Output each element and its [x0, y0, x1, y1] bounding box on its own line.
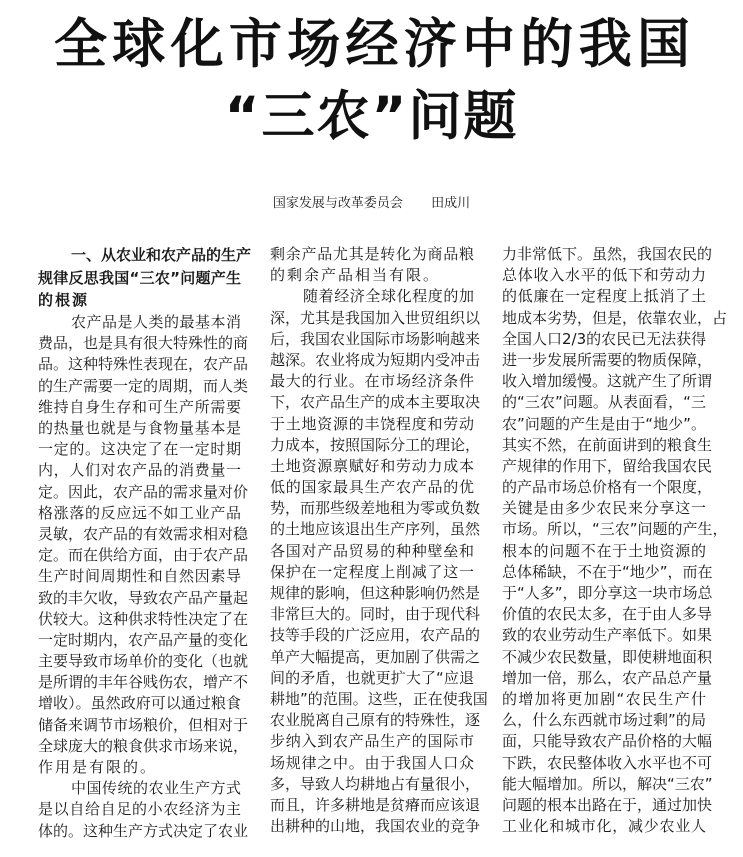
text-line: 势，而那些级差地租为零或负数 [270, 499, 481, 518]
text-line: 一定时期内，农产品产量的变化 [38, 630, 249, 649]
text-line: 的增加将更加剧“农民生产什 [502, 689, 706, 708]
text-line: 越深。农业将成为短期内受冲击 [270, 350, 481, 369]
text-line: 的生产需要一定的周期，而人类 [38, 376, 249, 395]
paragraph [502, 244, 728, 837]
text-line: 的热量也就是与食物量基本是 [38, 419, 241, 437]
text-line: 储备来调节市场粮价，但相对于 [38, 715, 249, 734]
text-line: 进一步发展所需要的物质保障， [502, 350, 713, 369]
text-line: 下，农产品生产的成本主要取决 [270, 393, 481, 412]
text-line: 作用是有限的。 [38, 758, 158, 776]
text-line: 非常巨大的。同时，由于现代科 [270, 605, 481, 624]
text-line: 么，什么东西就市场过剩”的局 [502, 711, 706, 730]
text-line: 体的。这种生产方式决定了农业 [38, 821, 249, 840]
text-line: 间的矛盾，也就更扩大了“应退 [270, 668, 474, 687]
text-line: 剩余产品尤其是转化为商品粮 [270, 245, 474, 263]
text-line: 的“三农”问题。从表面看，“三 [502, 393, 706, 412]
text-line: 场规律之中。由于我国人口众 [270, 753, 474, 772]
text-line: 工业化和城市化，减少农业人 [502, 817, 706, 836]
text-line: 中国传统的农业生产方式 [71, 779, 241, 798]
text-line: 一定的。这决定了在一定时期 [38, 440, 241, 459]
text-line: 农业脱离自己原有的特殊性，逐 [270, 711, 481, 730]
paragraph [270, 286, 488, 837]
paragraph [270, 244, 474, 286]
text-line: 总体收入水平的低下和劳动力 [502, 266, 706, 285]
text-line: 的产品市场总价格有一个限度， [502, 478, 713, 497]
text-line: 的土地应该退出生产序列，虽然 [270, 520, 481, 539]
text-line: 总体稀缺，不在于“地少”，而在 [502, 562, 713, 581]
text-line: 后，我国农业国际市场影响越来 [270, 329, 481, 348]
text-line: 增收）。虽然政府可以通过粮食 [38, 694, 241, 713]
text-line: 下跌，农民整体收入水平也不可 [502, 753, 713, 772]
text-line: 格涨落的反应远不如工业产品 [38, 503, 241, 522]
text-line: 价值的农民太多，在于由人多导 [502, 605, 713, 624]
text-line: 品。这种特殊性表现在，农产品 [38, 355, 249, 374]
byline [0, 194, 743, 214]
text-line: 深，尤其是我国加入世贸组织以 [270, 308, 481, 327]
article-title-line-2: “三农”问题 [224, 86, 519, 147]
paragraph [38, 778, 249, 842]
text-line: 关键是由多少农民来分享这一 [502, 499, 706, 518]
text-line: 灵敏，农产品的有效需求相对稳 [38, 524, 249, 543]
text-line: 的根源 [38, 291, 90, 310]
text-line: 能大幅增加。所以，解决“三农” [502, 774, 713, 793]
text-column-3 [502, 244, 728, 837]
text-line: 农”问题的产生是由于“地少”。 [502, 414, 706, 433]
text-line: 面，只能导致农产品价格的大幅 [502, 732, 713, 751]
author-organization: 国家发展与改革委员会 [272, 196, 403, 211]
text-line: 一、从农业和农产品的生产 [71, 246, 252, 264]
text-line: 单产大幅提高，更加剧了供需之 [270, 647, 481, 666]
text-line: 农产品是人类的最基本消 [71, 313, 241, 332]
text-line: 产规律的作用下，留给我国农民 [502, 456, 713, 475]
text-line: 全球庞大的粮食供求市场来说， [38, 736, 249, 755]
text-line: 定。因此，农产品的需求量对价 [38, 482, 249, 501]
text-line: 主要导致市场单价的变化（也就 [38, 652, 249, 671]
text-line: 步纳入到农产品生产的国际市 [270, 732, 474, 751]
text-line: 根本的问题不在于土地资源的 [502, 541, 706, 560]
text-line: 定。而在供给方面，由于农产品 [38, 546, 249, 565]
text-line: 增加一倍，那么，农产品总产量 [502, 668, 713, 687]
text-line: 致的农业劳动生产率低下。如果 [502, 626, 713, 645]
text-line: 而且，许多耕地是贫瘠而应该退 [270, 795, 481, 814]
text-column-2 [270, 244, 488, 837]
text-line: 于土地资源的丰饶程度和劳动 [270, 414, 474, 433]
text-line: 低的国家最具生产农产品的优 [270, 478, 474, 497]
text-line: 地成本劣势，但是，依靠农业，占 [502, 308, 728, 327]
text-line: 各国对产品贸易的种种壁垒和 [270, 541, 474, 560]
text-line: 收入增加缓慢。这就产生了所谓 [502, 372, 713, 391]
text-line: 市场。所以，“三农”问题的产生， [502, 520, 728, 539]
text-line: 随着经济全球化程度的加 [303, 287, 474, 306]
text-column-1 [38, 244, 252, 842]
text-line: 耕地”的范围。这些，正在使我国 [270, 689, 488, 708]
text-line: 出耕种的山地，我国农业的竞争 [270, 817, 481, 836]
text-line: 不减少农民数量，即使耕地面积 [502, 647, 713, 666]
text-line: 的剩余产品相当有限。 [270, 266, 441, 285]
text-line: 费品，也是具有很大特殊性的商 [38, 334, 249, 353]
text-line: 土地资源禀赋好和劳动力成本 [270, 456, 474, 475]
text-line: 规律反思我国“三农”问题产生 [38, 268, 241, 287]
text-line: 维持自身生存和可生产所需要 [38, 397, 241, 416]
text-line: 于“人多”，即分享这一块市场总 [502, 584, 713, 602]
text-line: 保护在一定程度上削减了这一 [270, 562, 474, 581]
author-name: 田成川 [431, 196, 471, 211]
section-heading [38, 244, 252, 312]
article-title-line-1: 全球化市场经济中的我国 [54, 14, 690, 75]
text-line: 问题的根本出路在于，通过加快 [502, 795, 713, 814]
text-line: 是所谓的丰年谷贱伤农，增产不 [38, 673, 249, 692]
text-line: 其实不然，在前面讲到的粮食生 [502, 435, 713, 454]
text-line: 内，人们对农产品的消费量一 [38, 461, 241, 480]
text-line: 伏较大。这种供求特性决定了在 [38, 609, 249, 628]
text-line: 最大的行业。在市场经济条件 [270, 372, 474, 391]
text-line: 的低廉在一定程度上抵消了土 [502, 287, 706, 306]
text-line: 多，导致人均耕地占有量很小， [270, 774, 481, 793]
text-line: 致的丰欠收，导致农产品产量起 [38, 588, 249, 607]
text-line: 力成本，按照国际分工的理论， [270, 435, 481, 454]
text-line: 是以自给自足的小农经济为主 [38, 800, 241, 819]
text-line: 力非常低下。虽然，我国农民的 [502, 245, 713, 263]
text-line: 规律的影响，但这种影响仍然是 [270, 584, 481, 602]
text-line: 全国人口2/3的农民已无法获得 [502, 329, 707, 348]
text-line: 技等手段的广泛应用，农产品的 [270, 626, 481, 645]
paragraph [38, 312, 249, 778]
text-line: 生产时间周期性和自然因素导 [38, 567, 241, 586]
